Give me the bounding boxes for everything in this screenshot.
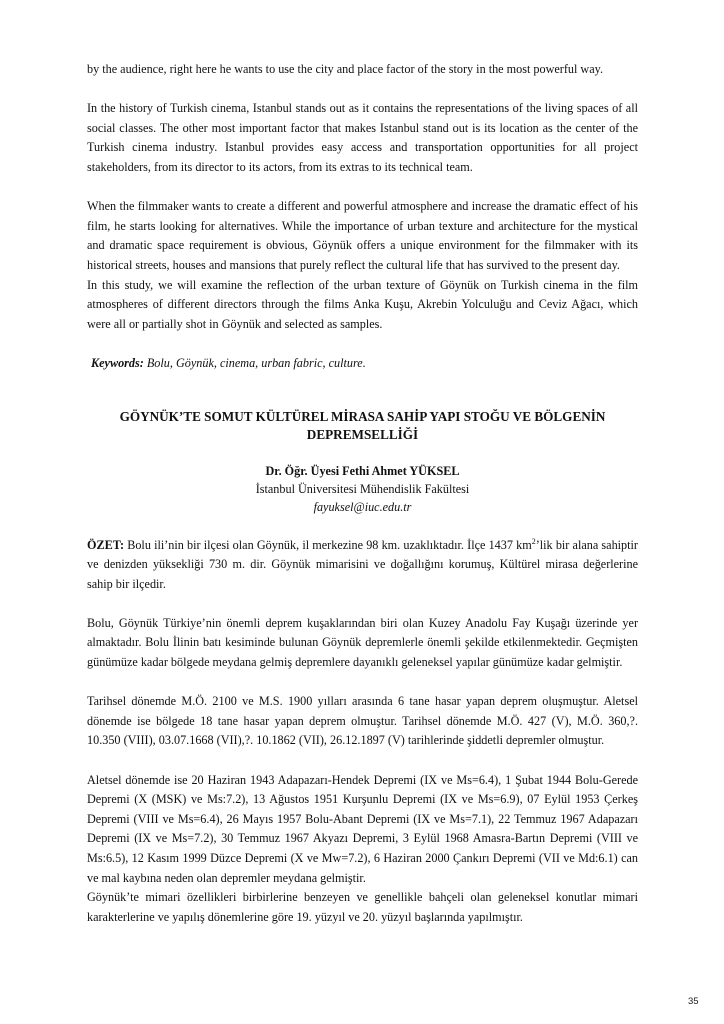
paragraph-historical-quakes: Tarihsel dönemde M.Ö. 2100 ve M.S. 1900 yılları arasında 6 tane hasar yapan deprem oluşmuştur. Aletsel dönemde ise bölgede 18 tane hasar yapan deprem olmuştur. Tarihsel dönemde M.Ö. 427 (V), M.Ö. 360,?. 10.350 (VIII), 03.07.1668 (VII),?. 10.1862 (VII), 26.12.1897 (V) tarihlerinde şiddetli depremler olmuştur.	[87, 694, 638, 748]
abstract-label: ÖZET:	[87, 537, 125, 552]
page-content	[87, 60, 638, 927]
paper-title: GÖYNÜK’TE SOMUT KÜLTÜREL MİRASA SAHİP YAPI STOĞU VE BÖLGENİN DEPREMSELLİĞİ	[119, 408, 606, 442]
superscript-2: 2	[531, 536, 536, 546]
page-number: 35	[688, 996, 699, 1007]
keywords-text: Bolu, Göynük, cinema, urban fabric, culture.	[146, 355, 366, 370]
paragraph-continuation: by the audience, right here he wants to use the city and place factor of the story in the most powerful way.	[87, 62, 603, 76]
paragraph-instrumental-quakes: Aletsel dönemde ise 20 Haziran 1943 Adapazarı-Hendek Depremi (IX ve Ms=6.4), 1 Şubat 1944 Bolu-Gerede Depremi (X (MSK) ve Ms:7.2), 13 Ağustos 1951 Kurşunlu Depremi (IX ve Ms=6.9), 07 Eylül 1953 Çerkeş Depremi (VIII ve Ms=6.4), 26 Mayıs 1957 Bolu-Abant Depremi (IX ve Ms=7.1), 22 Temmuz 1967 Adapazarı Depremi (IX ve Ms=7.2), 30 Temmuz 1967 Akyazı Depremi, 3 Eylül 1968 Amasra-Bartın Depremi (VIII ve Ms:6.5), 12 Kasım 1999 Düzce Depremi (X ve Mw=7.2), 6 Haziran 2000 Çankırı Depremi (VII ve Md:6.1) can ve mal kaybına neden olan depremler meydana gelmiştir.	[87, 772, 638, 885]
keywords-line	[87, 354, 638, 374]
author-name: Dr. Öğr. Üyesi Fethi Ahmet YÜKSEL	[265, 463, 460, 478]
paragraph-filmmaker: When the filmmaker wants to create a different and powerful atmosphere and increase the dramatic effect of his film, he starts looking for alternatives. While the importance of urban texture and architecture for the mystical and dramatic space requirement is obvious, Göynük offers a unique environment for the filmmaker with its historical streets, houses and mansions that purely reflect the cultural life that has survived to the present day.	[87, 199, 638, 272]
author-block	[87, 462, 638, 516]
abstract-paragraph	[87, 536, 638, 595]
author-affiliation: İstanbul Üniversitesi Mühendislik Fakültesi	[255, 481, 470, 496]
abstract-text-a: Bolu ili’nin bir ilçesi olan Göynük, il merkezine 98 km. uzaklıktadır. İlçe 1437 km	[124, 537, 532, 552]
author-email: fayuksel@iuc.edu.tr	[313, 499, 412, 514]
abstract-text-b: ’lik bir alana sahiptir ve denizden yüksekliği 730 m. dir. Göynük mimarisini ve doğallığını korumuş, Kültürel mirasa değerlerine sahip bir ilçedir.	[87, 537, 638, 591]
paragraph-fault-zone: Bolu, Göynük Türkiye’nin önemli deprem kuşaklarından biri olan Kuzey Anadolu Fay Kuşağı üzerinde yer almaktadır. Bolu İlinin batı kesiminde bulunan Göynük depremlerle önemli şekilde etkilenmektedir. Geçmişten günümüze kadar bölgede meydana gelmiş depremlere dayanıklı geleneksel yapılar günümüze kadar gelmiştir.	[87, 615, 638, 670]
paragraph-study: In this study, we will examine the reflection of the urban texture of Göynük on Turkish cinema in the film atmospheres of different directors through the films Anka Kuşu, Akrebin Yolculuğu and Ceviz Ağacı, which were all or partially shot in Göynük and selected as samples.	[87, 277, 638, 331]
paragraph-istanbul: In the history of Turkish cinema, Istanbul stands out as it contains the representations of the living spaces of all social classes. The other most important factor that makes Istanbul stand out is its location as the center of the Turkish cinema industry. Istanbul provides easy access and transportation opportunities for all project stakeholders, from its director to its actors, from its extras to its technical team.	[87, 101, 638, 174]
keywords-label: Keywords:	[91, 355, 144, 370]
paragraph-architecture: Göynük’te mimari özellikleri birbirlerine benzeyen ve genellikle bahçeli olan geleneksel konutlar mimari karakterlerine ve yapılış dönemlerine göre 19. yüzyıl ve 20. yüzyıl başlarında yapılmıştır.	[87, 890, 638, 924]
